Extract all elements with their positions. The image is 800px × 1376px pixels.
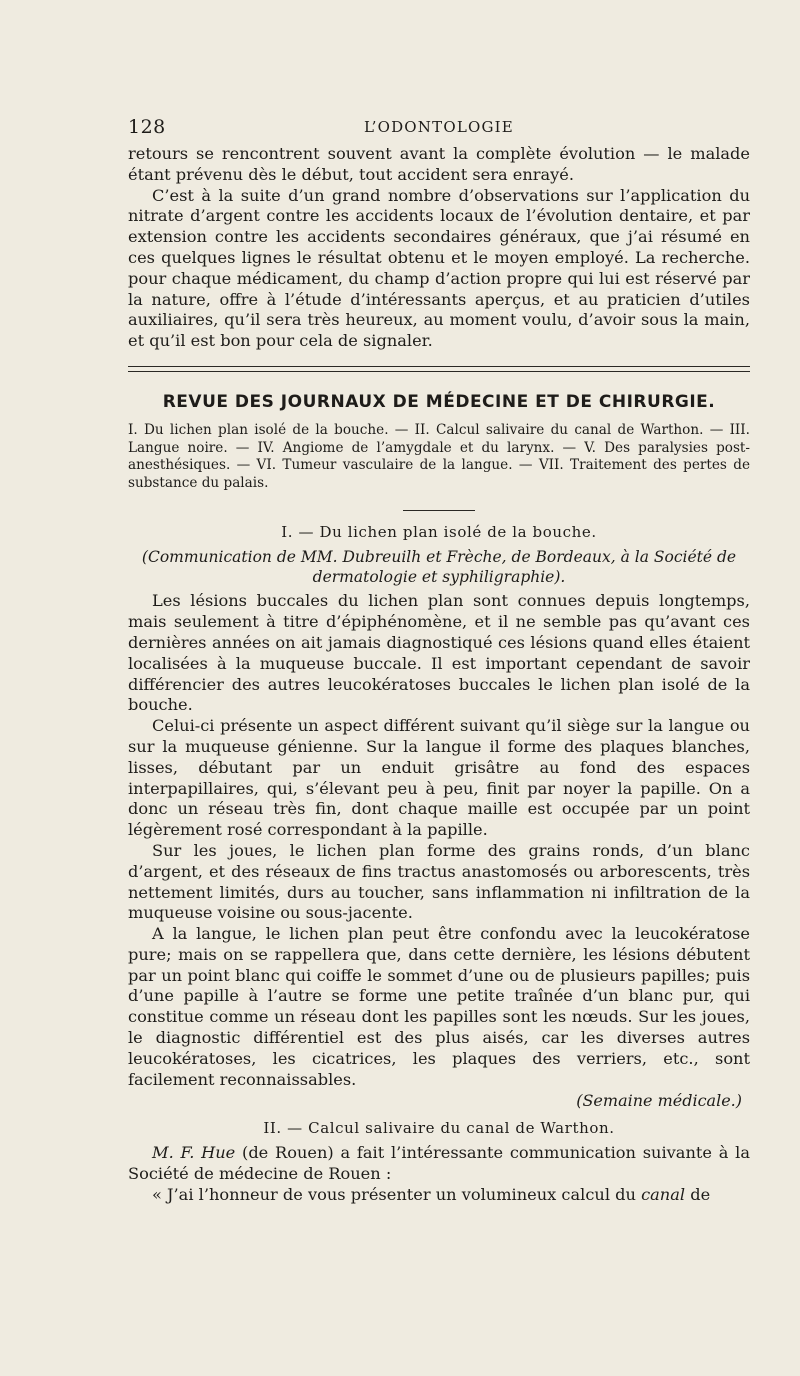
article-2-quote-italic: canal xyxy=(641,1185,686,1205)
article-1-paragraph: Sur les joues, le lichen plan forme des grains ronds, d’un blanc d’argent, et des réseaux de fins tractus anastomosés ou arborescents, très nettement limités, durs au toucher, sans inflammation ni infiltration de la muqueuse voisine ou sous-jacente. xyxy=(128,840,750,923)
article-1-paragraph: Celui-ci présente un aspect différent suivant qu’il siège sur la langue ou sur la muqueuse génienne. Sur la langue il forme des plaques blanches, lisses, débutant par un enduit grisâtre au fond des espaces interpapillaires, qui, s’élevant peu à peu, finit par noyer la papille. On a donc un réseau très fin, dont chaque maille est occupée par un point légèrement rosé correspondant à la papille. xyxy=(128,716,750,840)
article-2-text: (de Rouen) a fait l’intéressante communication suivante à la Société de médecine de Rouen : xyxy=(128,1143,750,1184)
intro-paragraph: C’est à la suite d’un grand nombre d’observations sur l’application du nitrate d’argent contre les accidents locaux de l’évolution dentaire, et par extension contre les accidents secondaires généraux, que j’ai résumé en ces quelques lignes le résultat obtenu et le moyen employé. La recherche. pour chaque médicament, du champ d’action propre qui lui est réservé par la nature, offre à l’étude d’intéressants aperçus, et au praticien d’utiles auxiliaires, qu’il sera très heureux, au moment voulu, d’avoir sous la main, et qu’il est bon pour cela de signaler. xyxy=(128,185,750,351)
running-header xyxy=(128,116,750,144)
article-1-paragraph: Les lésions buccales du lichen plan sont connues depuis longtemps, mais seulement à titre d’épiphénomène, et il ne semble pas qu’avant ces dernières années on ait jamais diagnostiqué ces lésions quand elles étaient localisées à la muqueuse buccale. Il est important cependant de savoir différencier des autres leucokératoses buccales le lichen plan isolé de la bouche. xyxy=(128,591,750,715)
section-summary: I. Du lichen plan isolé de la bouche. — II. Calcul salivaire du canal de Warthon. — III. Langue noire. — IV. Angiome de l’amygdale et du larynx. — V. Des paralysies post-anesthésiques. — VI. Tumeur vasculaire de la langue. — VII. Traitement des pertes de substance du palais. xyxy=(128,421,750,491)
section-divider xyxy=(128,366,750,372)
article-2-heading: II. — Calcul salivaire du canal de Warthon. xyxy=(263,1119,615,1138)
running-title: L’ODONTOLOGIE xyxy=(364,118,514,136)
article-1-communication: (Communication de MM. Dubreuilh et Frèche, de Bordeaux, à la Société de dermatologie et syphiligraphie). xyxy=(141,548,737,587)
page-number: 128 xyxy=(128,116,166,138)
article-1-paragraph: A la langue, le lichen plan peut être confondu avec la leucokératose pure; mais on se rappellera que, dans cette dernière, les lésions débutent par un point blanc qui coiffe le sommet d’une ou de plusieurs papilles; puis d’une papille à l’autre se forme une petite traînée d’un blanc pur, qui constitue comme un réseau dont les papilles sont les nœuds. Sur les joues, le diagnostic différentiel est des plus aisés, car les diverses autres leucokératoses, les cicatrices, les plaques des verriers, etc., sont facilement reconnaissables. xyxy=(128,924,750,1089)
article-2-quote-start: « J’ai l’honneur de vous présenter un volumineux calcul du xyxy=(152,1185,642,1205)
intro-paragraph-continued: retours se rencontrent souvent avant la complète évolution — le malade étant prévenu dès le début, tout accident sera enrayé. xyxy=(128,144,750,184)
document-page xyxy=(128,116,750,1206)
article-1-source: (Semaine médicale.) xyxy=(576,1091,742,1111)
article-2-quote xyxy=(128,1185,750,1206)
article-2-author: M. F. Hue xyxy=(152,1143,236,1163)
article-2-paragraph xyxy=(128,1143,750,1185)
short-divider xyxy=(403,510,475,511)
section-title: REVUE DES JOURNAUX DE MÉDECINE ET DE CHIRURGIE. xyxy=(162,391,716,412)
article-1-heading: I. — Du lichen plan isolé de la bouche. xyxy=(281,523,597,542)
article-2-quote-end: de xyxy=(685,1185,711,1205)
